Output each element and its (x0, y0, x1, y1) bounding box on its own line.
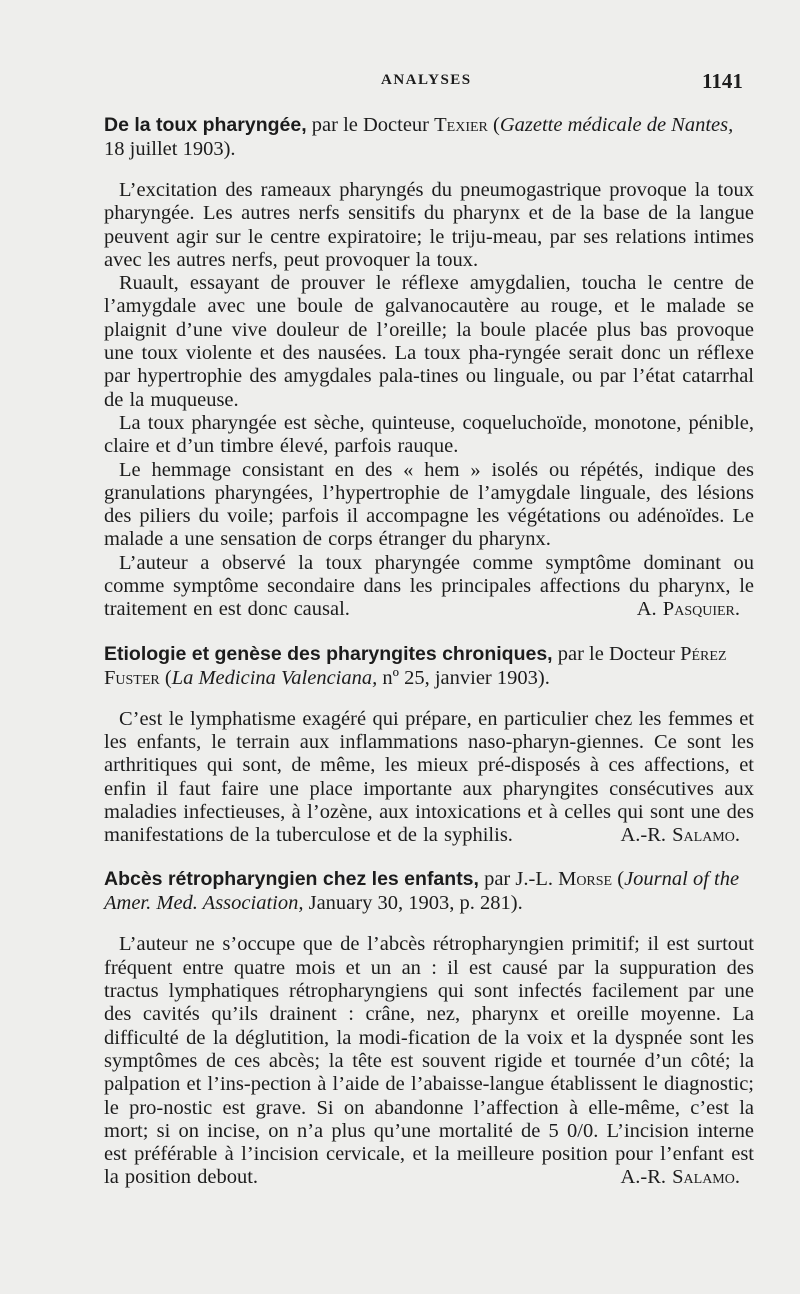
signature: A.-R. Salamo. (620, 824, 740, 847)
article-date: 18 juillet 1903). (104, 138, 236, 160)
heading-text: par (478, 868, 516, 891)
paragraph-with-signature (104, 708, 754, 848)
paragraph: La toux pharyngée est sèche, quinteuse, coqueluchoïde, monotone, pénible, claire et d’un timbre élevé, parfois rauque. (104, 411, 754, 458)
article-title: Etiologie et genèse des pharyngites chroniques, (104, 642, 553, 665)
article-date: January 30, 1903, p. 281). (303, 892, 523, 915)
article-title: De la toux pharyngée, (104, 114, 307, 136)
signature: A. Pasquier. (636, 598, 740, 621)
article-author: J.-L. Morse (515, 868, 613, 891)
article-author: Pérez Fuster (104, 642, 727, 689)
paragraph-text: L’auteur a observé la toux pharyngée comme symptôme dominant ou comme symptôme secondaire dans les principales affections du pharynx, le traitement en est donc causal. (104, 551, 754, 621)
heading-text: ( (612, 868, 625, 891)
page-number: 1141 (702, 69, 743, 93)
paragraph-text: C’est le lymphatisme exagéré qui prépare, en particulier chez les femmes et les enfants, le terrain aux inflammations naso-pharyn-giennes. Ce sont les arthritiques qui sont, de même, les mieux pré-disposés à ces affections, et enfin il faut faire une place importante aux pharyngites consécutives aux maladies infectieuses, à l’ozène, aux intoxications et à celles qui sont une des manifestations de la tuberculose et de la syphilis. (104, 707, 754, 847)
heading-text: par le Docteur (306, 114, 435, 136)
paragraph-with-signature (104, 552, 754, 622)
article-abces-retropharyngien (104, 867, 754, 1189)
signature: A.-R. Salamo. (620, 1166, 740, 1189)
article-title: Abcès rétropharyngien chez les enfants, (104, 868, 479, 891)
article-toux-pharyngee (104, 113, 754, 622)
article-heading (104, 867, 754, 915)
article-author: Texier (434, 114, 488, 136)
paragraph: L’excitation des rameaux pharyngés du pneumogastrique provoque la toux pharyngée. Les autres nerfs sensitifs du pharynx et de la base de la langue peuvent agir sur le centre expiratoire; le triju-meau, par ses relations intimes avec les autres nerfs, peut provoquer la toux. (104, 179, 754, 271)
paragraph-with-signature (104, 933, 754, 1189)
page-body (104, 113, 754, 1210)
article-heading (104, 113, 754, 161)
article-source: La Medicina Valenciana, (171, 666, 378, 689)
article-date: nº 25, janvier 1903). (377, 666, 550, 689)
heading-text: ( (159, 666, 172, 689)
heading-text: par le Docteur (552, 642, 681, 665)
article-source: Gazette médicale de Nantes, (499, 114, 734, 136)
page-header (0, 69, 800, 98)
paragraph-text: L’auteur ne s’occupe que de l’abcès rétropharyngien primitif; il est surtout fréquent entre quatre mois et un an : il est causé par la suppuration des tractus lymphatiques rétropharyngiens qui sont infectés facilement par une des cavités qu’ils drainent : crâne, nez, pharynx et oreille moyenne. La difficulté de la déglutition, la modi-fication de la voix et la dyspnée sont les symptômes de ces abcès; la tête est souvent rigide et tournée d’un côté; la palpation et l’ins-pection à l’aide de l’abaisse-langue établissent le diagnostic; le pro-nostic est grave. Si on abandonne l’affection à elle-même, c’est la mort; si on incise, on n’a plus qu’une mortalité de 5 0/0. L’incision interne est préférable à l’incision cervicale, et la meilleure position pour l’enfant est la position debout. (104, 933, 754, 1189)
paragraph: Le hemmage consistant en des « hem » isolés ou répétés, indique des granulations pharyngées, l’hypertrophie de l’amygdale linguale, des lésions des piliers du voile; parfois il accompagne les végétations ou adénoïdes. Le malade a une sensation de corps étranger du pharynx. (104, 458, 754, 551)
article-heading (104, 642, 754, 690)
article-pharyngites-chroniques (104, 642, 754, 848)
article-source: Journal of the Amer. Med. Association, (104, 868, 740, 915)
running-title: ANALYSES (381, 72, 472, 88)
heading-text: ( (487, 114, 500, 136)
paragraph: Ruault, essayant de prouver le réflexe amygdalien, toucha le centre de l’amygdale avec une boule de galvanocautère au rouge, et le malade se plaignit d’une vive douleur de l’oreille; la boule placée plus bas provoque une toux violente et des nausées. La toux pha-ryngée serait donc un réflexe par hypertrophie des amygdales pala-tines ou linguale, ou par l’état catarrhal de la muqueuse. (104, 272, 754, 411)
